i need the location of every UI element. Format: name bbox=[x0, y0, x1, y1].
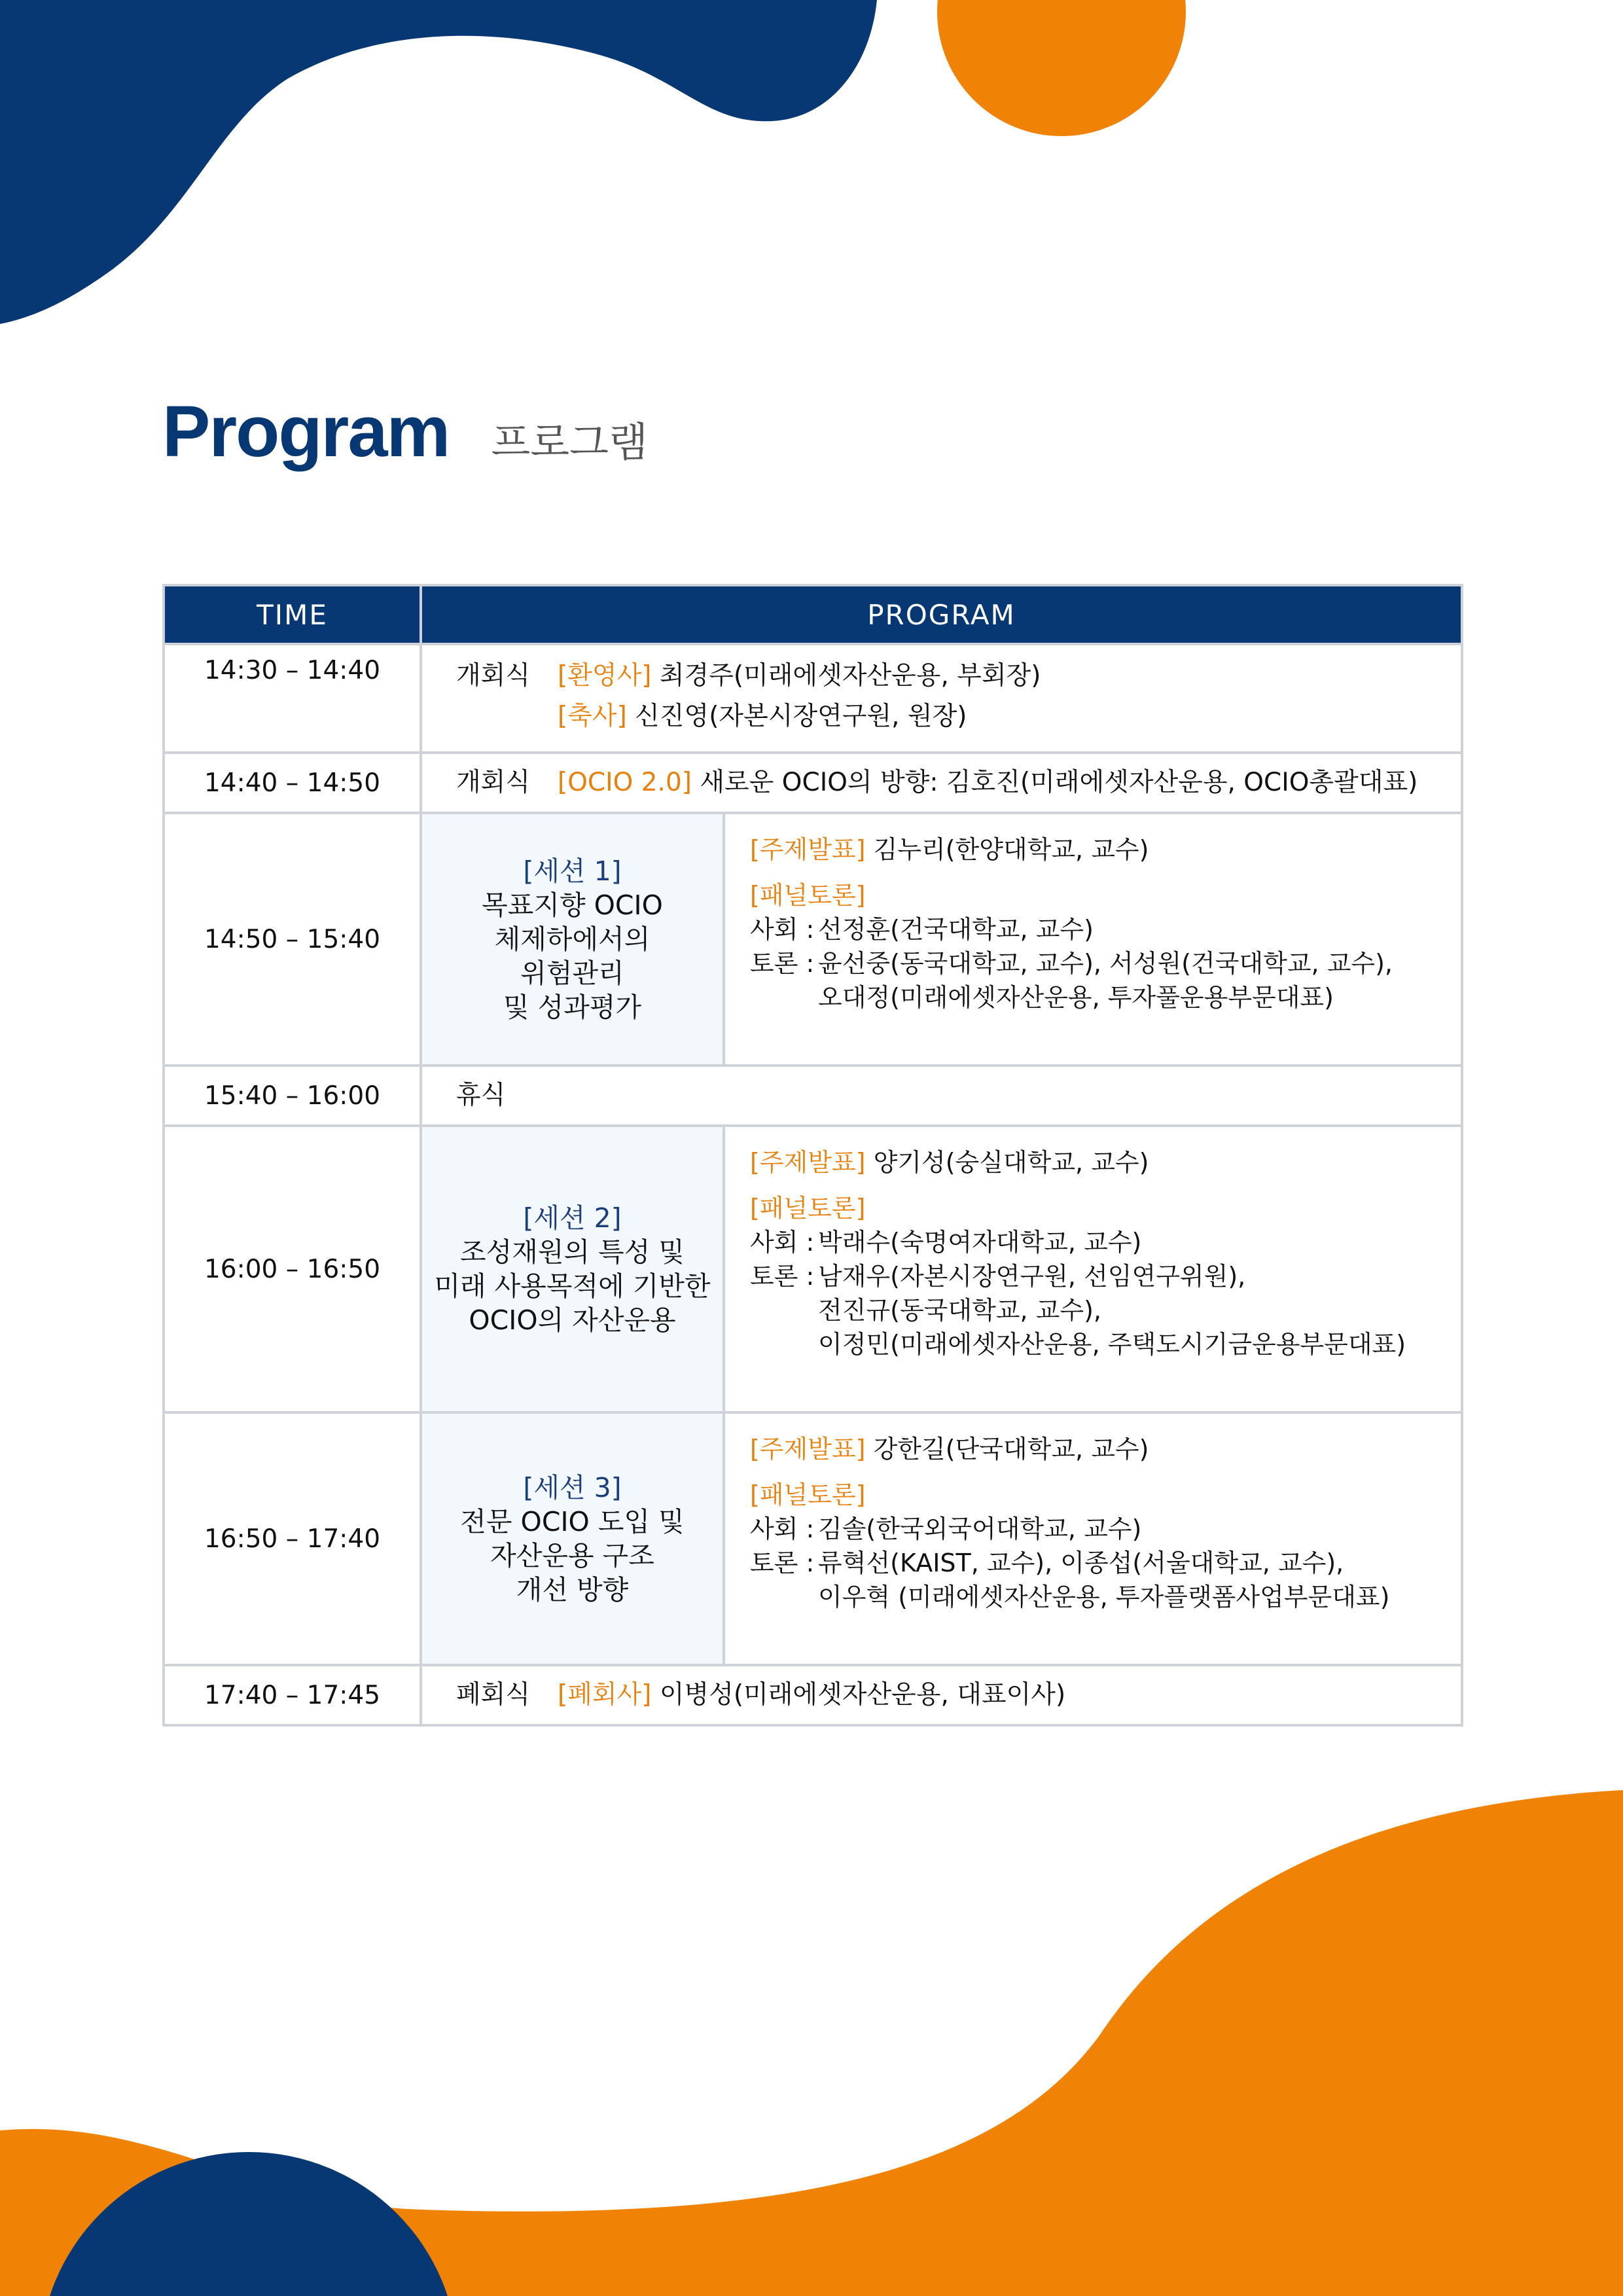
moderator-line bbox=[750, 1512, 1461, 1546]
program-table bbox=[162, 584, 1463, 1727]
table-row bbox=[164, 1126, 1462, 1412]
row-label: 개회식 bbox=[456, 661, 531, 691]
moderator-name: 김솔(한국외국어대학교, 교수) bbox=[818, 1515, 1142, 1543]
table-row bbox=[164, 1665, 1462, 1725]
program-line bbox=[456, 656, 1461, 696]
speaker-text: 새로운 OCIO의 방향: 김호진(미래에셋자산운용, OCIO총괄대표) bbox=[691, 768, 1418, 797]
keynote-speaker: 강한길(단국대학교, 교수) bbox=[865, 1435, 1149, 1463]
row-label: 폐회식 bbox=[456, 1680, 531, 1710]
moderator-name: 선정훈(건국대학교, 교수) bbox=[818, 915, 1094, 944]
session-title-line: 목표지향 OCIO bbox=[482, 889, 663, 921]
keynote-tag: [주제발표] bbox=[750, 835, 866, 864]
session-id: [세션 2] bbox=[523, 1202, 622, 1234]
discussant-names: 윤선중(동국대학교, 교수), 서성원(건국대학교, 교수), bbox=[818, 949, 1393, 978]
discussant-names: 이우혁 (미래에셋자산운용, 투자플랫폼사업부문대표) bbox=[818, 1583, 1390, 1611]
program-cell bbox=[421, 1066, 1462, 1126]
program-line bbox=[456, 762, 1461, 803]
role-tag: [폐회사] bbox=[558, 1680, 652, 1710]
discussant-names: 류혁선(KAIST, 교수), 이종섭(서울대학교, 교수), bbox=[818, 1549, 1344, 1577]
speaker-text: 이병성(미래에셋자산운용, 대표이사) bbox=[651, 1680, 1066, 1710]
title-korean: 프로그램 bbox=[491, 418, 648, 466]
row-label: 휴식 bbox=[456, 1081, 506, 1110]
session-title-line: 자산운용 구조 bbox=[490, 1540, 654, 1571]
table-row bbox=[164, 753, 1462, 813]
moderator-line bbox=[750, 912, 1461, 946]
session-cell bbox=[421, 1412, 724, 1665]
panel-tag: [패널토론] bbox=[750, 1194, 866, 1223]
discussant-role: 토론 : bbox=[750, 1262, 815, 1291]
discussant-names: 남재우(자본시장연구원, 선임연구위원), bbox=[818, 1262, 1246, 1291]
role-tag: [환영사] bbox=[558, 661, 652, 691]
navy-top-wave bbox=[0, 0, 877, 324]
role-tag: [OCIO 2.0] bbox=[558, 768, 692, 797]
discussant-role: 토론 : bbox=[750, 1549, 815, 1577]
session-id: [세션 3] bbox=[523, 1472, 622, 1503]
moderator-line bbox=[750, 1225, 1461, 1259]
page-title bbox=[162, 390, 648, 473]
session-title-line: 개선 방향 bbox=[516, 1574, 629, 1605]
discussant-line bbox=[750, 1259, 1461, 1293]
time-cell: 16:00 – 16:50 bbox=[164, 1126, 421, 1412]
moderator-role: 사회 : bbox=[750, 1228, 815, 1257]
keynote-tag: [주제발표] bbox=[750, 1148, 866, 1177]
discussant-names: 전진규(동국대학교, 교수), bbox=[818, 1296, 1101, 1325]
discussant-names: 이정민(미래에셋자산운용, 주택도시기금운용부문대표) bbox=[818, 1330, 1406, 1359]
time-cell: 14:50 – 15:40 bbox=[164, 813, 421, 1066]
keynote-line bbox=[750, 833, 1461, 867]
role-tag: [축사] bbox=[558, 702, 627, 731]
moderator-role: 사회 : bbox=[750, 915, 815, 944]
program-cell bbox=[421, 1665, 1462, 1725]
row-label: 개회식 bbox=[456, 768, 531, 797]
keynote-line bbox=[750, 1145, 1461, 1179]
orange-bottom-wave bbox=[0, 1790, 1623, 2296]
header-program: PROGRAM bbox=[421, 585, 1462, 644]
session-title-line: 조성재원의 특성 및 bbox=[460, 1236, 685, 1268]
time-cell: 17:40 – 17:45 bbox=[164, 1665, 421, 1725]
discussant-role: 토론 : bbox=[750, 949, 815, 978]
session-cell bbox=[421, 1126, 724, 1412]
session-title-line: OCIO의 자산운용 bbox=[469, 1304, 676, 1336]
session-title-line: 및 성과평가 bbox=[503, 992, 642, 1023]
panel-tag: [패널토론] bbox=[750, 1480, 866, 1509]
discussant-line bbox=[750, 946, 1461, 980]
program-line bbox=[456, 696, 1461, 737]
session-title-line: 체제하에서의 bbox=[494, 924, 651, 955]
program-cell bbox=[421, 644, 1462, 753]
discussant-line bbox=[750, 1546, 1461, 1580]
time-cell: 14:30 – 14:40 bbox=[164, 644, 421, 753]
session-cell bbox=[421, 813, 724, 1066]
keynote-line bbox=[750, 1432, 1461, 1466]
moderator-role: 사회 : bbox=[750, 1515, 815, 1543]
session-title-line: 미래 사용목적에 기반한 bbox=[434, 1270, 711, 1302]
table-row bbox=[164, 644, 1462, 753]
speaker-text: 최경주(미래에셋자산운용, 부회장) bbox=[651, 661, 1041, 691]
table-row bbox=[164, 1412, 1462, 1665]
session-title-line: 위험관리 bbox=[520, 958, 624, 989]
panel-tag: [패널토론] bbox=[750, 881, 866, 910]
keynote-speaker: 김누리(한양대학교, 교수) bbox=[865, 835, 1149, 864]
session-id: [세션 1] bbox=[523, 855, 622, 887]
keynote-tag: [주제발표] bbox=[750, 1435, 866, 1463]
session-detail-cell bbox=[724, 1126, 1462, 1412]
speaker-text: 신진영(자본시장연구원, 원장) bbox=[626, 702, 967, 731]
session-title-line: 전문 OCIO 도입 및 bbox=[460, 1506, 685, 1537]
time-cell: 14:40 – 14:50 bbox=[164, 753, 421, 813]
program-cell bbox=[421, 753, 1462, 813]
table-header-row bbox=[164, 585, 1462, 644]
session-detail-cell bbox=[724, 1412, 1462, 1665]
keynote-speaker: 양기성(숭실대학교, 교수) bbox=[865, 1148, 1149, 1177]
table-row bbox=[164, 813, 1462, 1066]
orange-top-circle bbox=[937, 0, 1186, 136]
navy-bottom-circle bbox=[39, 2152, 458, 2296]
title-english: Program bbox=[162, 391, 450, 472]
time-cell: 15:40 – 16:00 bbox=[164, 1066, 421, 1126]
session-detail-cell bbox=[724, 813, 1462, 1066]
time-cell: 16:50 – 17:40 bbox=[164, 1412, 421, 1665]
table-row bbox=[164, 1066, 1462, 1126]
discussant-names: 오대정(미래에셋자산운용, 투자풀운용부문대표) bbox=[818, 983, 1334, 1012]
moderator-name: 박래수(숙명여자대학교, 교수) bbox=[818, 1228, 1142, 1257]
program-line bbox=[456, 1675, 1461, 1715]
header-time: TIME bbox=[164, 585, 421, 644]
